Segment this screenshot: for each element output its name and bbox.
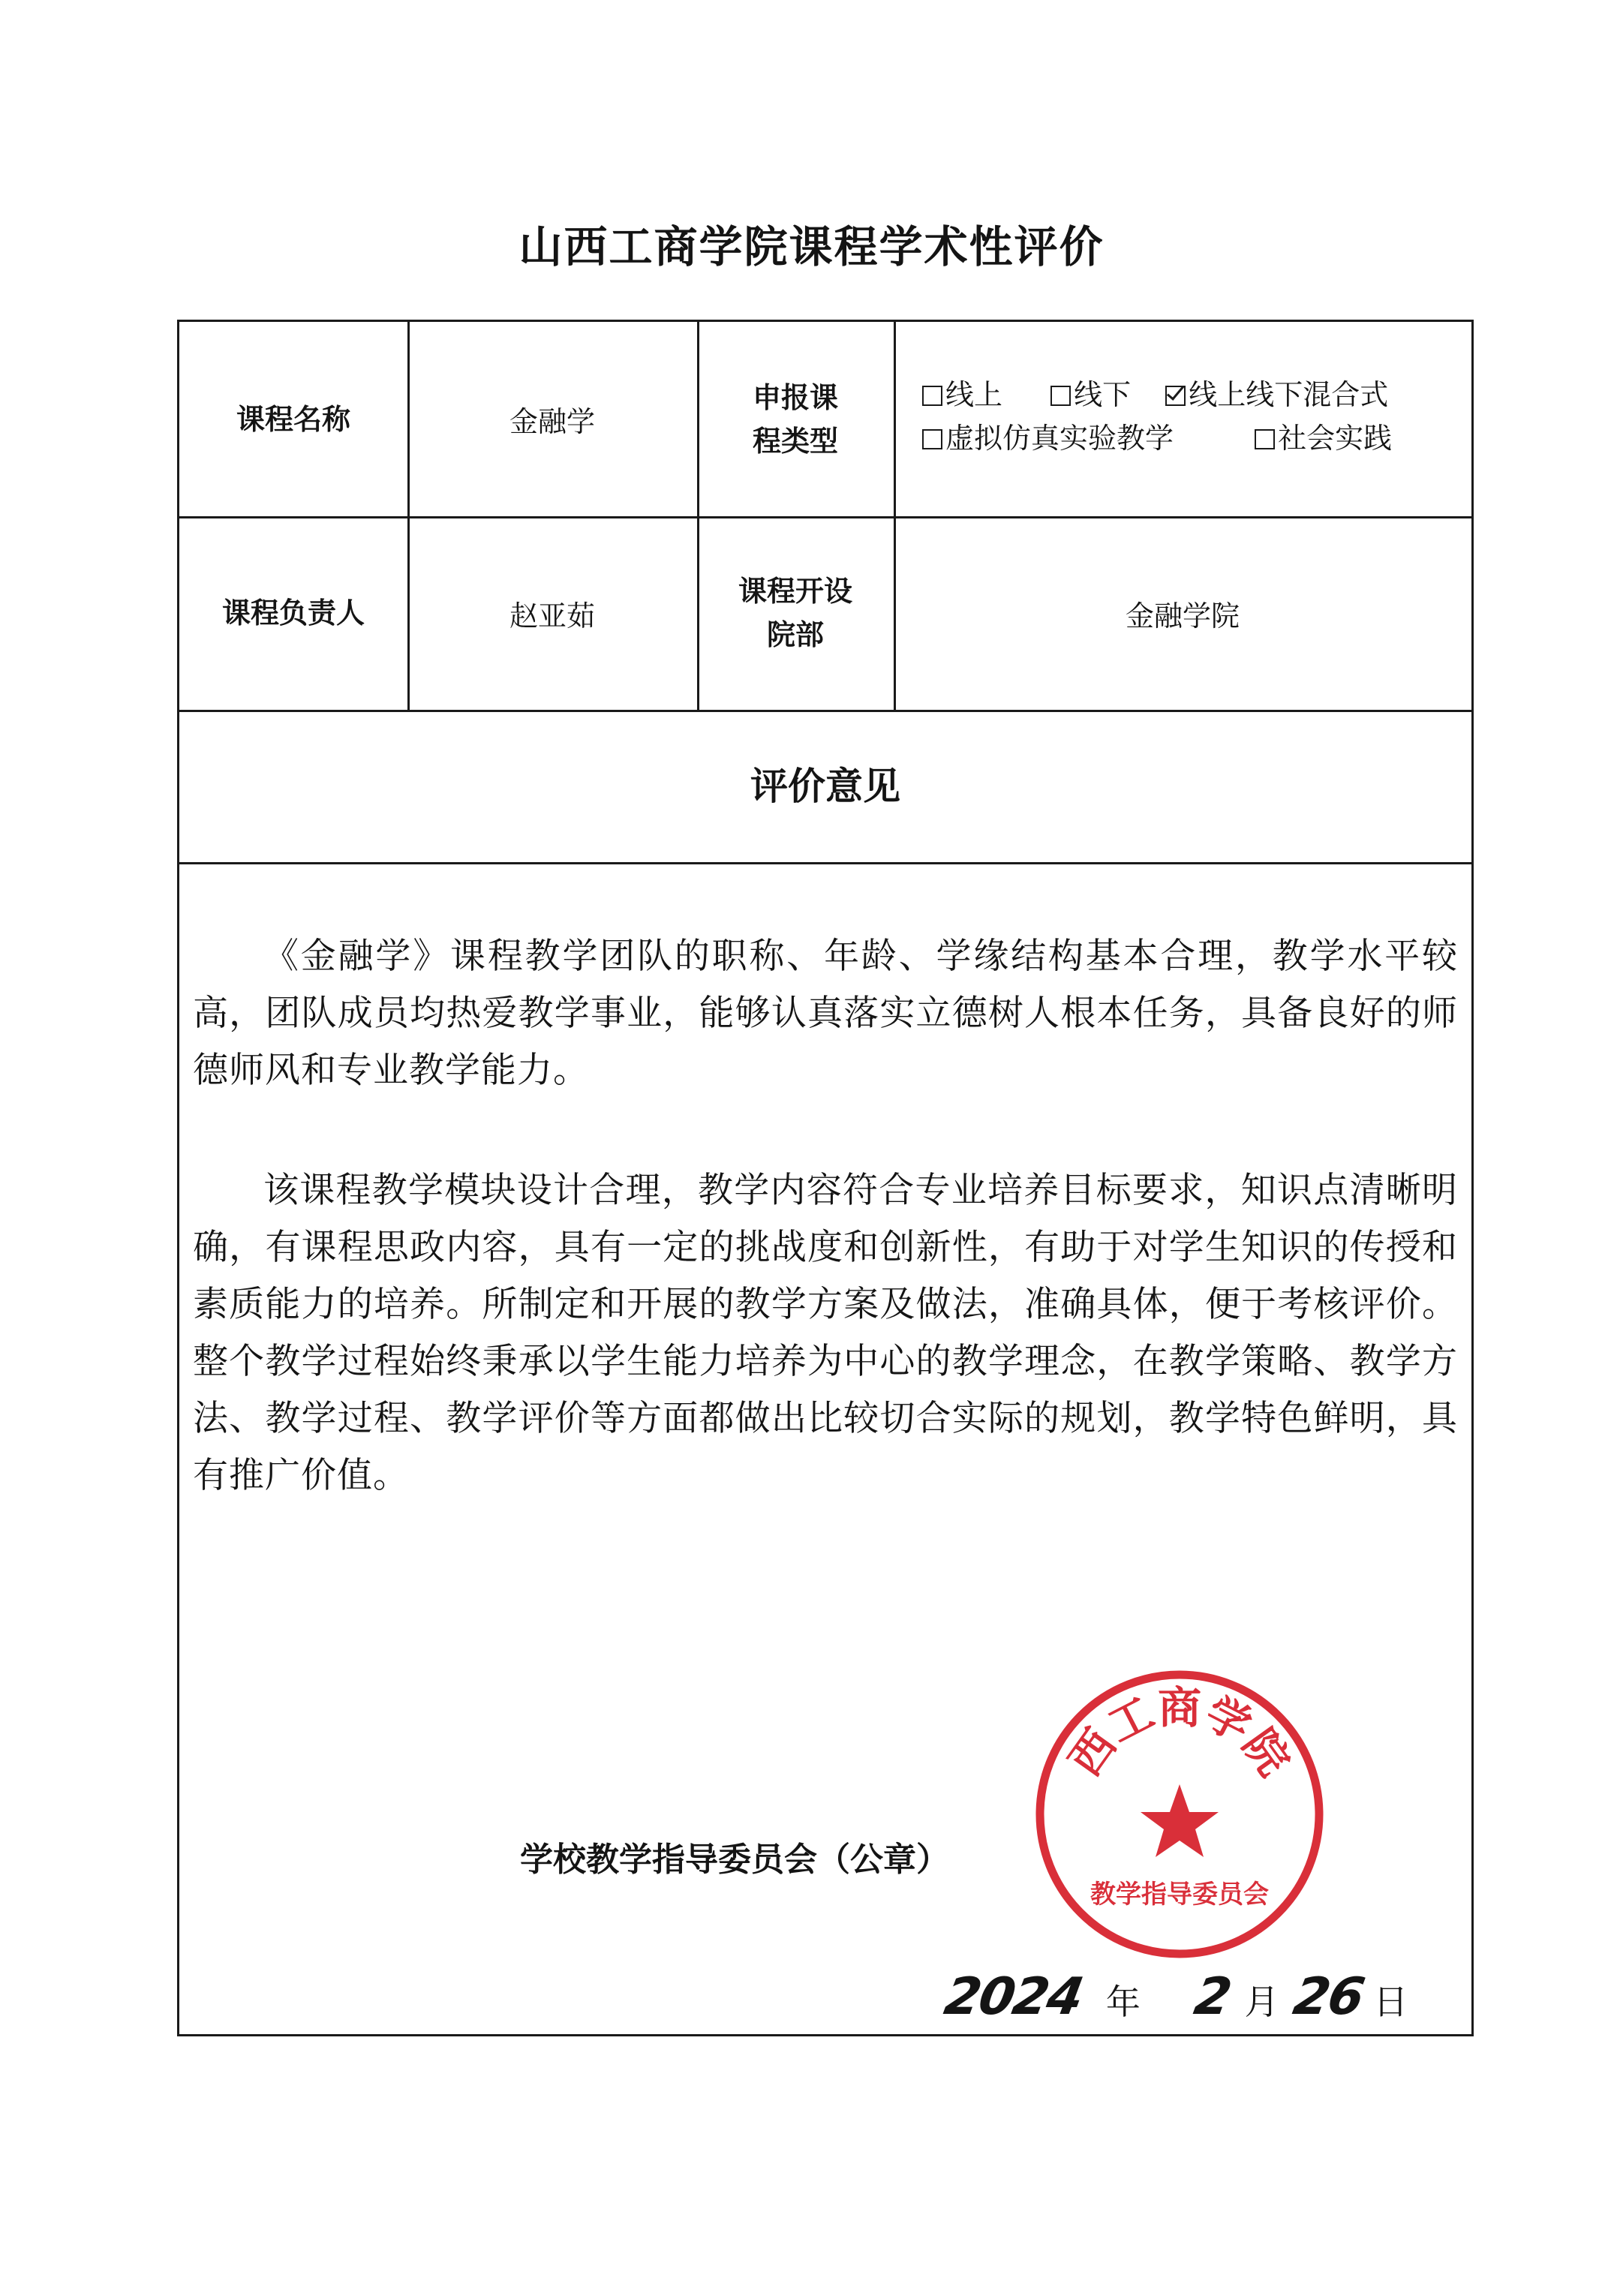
seal-arc-text: 西工商学院 <box>1059 1682 1300 1785</box>
evaluation-paragraph-1: 《金融学》课程教学团队的职称、年龄、学缘结构基本合理，教学水平较高，团队成员均热爱教学事业，能够认真落实立德树人根本任务，具备良好的师德师风和专业教学能力。 <box>193 936 1458 1091</box>
course-name-value: 金融学 <box>509 405 595 438</box>
type-option-online[interactable]: 线上 <box>922 373 1002 416</box>
date-year: 2024 <box>940 1967 1087 2027</box>
type-option-offline[interactable]: 线下 <box>1050 373 1131 416</box>
evaluation-paragraph-2: 该课程教学模块设计合理，教学内容符合专业培养目标要求，知识点清晰明确，有课程思政内容，具有一定的挑战度和创新性，有助于对学生知识的传授和素质能力的培养。所制定和开展的教学方案及做法，准确具体，便于考核评价。整个教学过程始终秉承以学生能力培养为中心的教学理念，在教学策略、教学方法、教学过程、教学评价等方面都做出比较切合实际的规划，教学特色鲜明，具有推广价值。 <box>193 1170 1458 1496</box>
date-year-unit: 年 <box>1105 1982 1141 2022</box>
document-title: 山西工商学院课程学术性评价 <box>518 221 1105 272</box>
course-leader-value: 赵亚茹 <box>509 599 595 633</box>
seal-star-icon <box>1141 1784 1219 1857</box>
checkbox-checked-icon <box>1165 386 1186 406</box>
official-seal <box>1029 1664 1330 1964</box>
date-day: 26 <box>1289 1967 1368 2027</box>
checkbox-icon <box>1050 386 1071 406</box>
type-option-social-practice[interactable]: 社会实践 <box>1255 416 1392 460</box>
evaluation-heading: 评价意见 <box>750 764 900 808</box>
date-month: 2 <box>1189 1967 1234 2027</box>
date-day-unit: 日 <box>1373 1982 1408 2022</box>
type-option-hybrid[interactable]: 线上线下混合式 <box>1165 373 1388 416</box>
signature-line: 学校教学指导委员会（公章） <box>520 1841 949 1879</box>
checkbox-icon <box>1255 429 1275 449</box>
signature-date <box>940 1967 1408 2027</box>
checkbox-icon <box>922 429 942 449</box>
seal-bottom-text: 教学指导委员会 <box>1090 1880 1269 1910</box>
course-type-options <box>922 373 1392 460</box>
department-value: 金融学院 <box>1125 599 1240 633</box>
course-type-label: 申报课程类型 <box>752 380 838 458</box>
date-month-unit: 月 <box>1244 1982 1279 2022</box>
course-name-label: 课程名称 <box>236 402 350 436</box>
department-label: 课程开设院部 <box>738 575 852 651</box>
course-leader-label: 课程负责人 <box>221 597 365 630</box>
type-option-virtual-sim[interactable]: 虚拟仿真实验教学 <box>922 416 1174 460</box>
checkbox-icon <box>922 386 942 406</box>
row-divider <box>179 862 1471 864</box>
